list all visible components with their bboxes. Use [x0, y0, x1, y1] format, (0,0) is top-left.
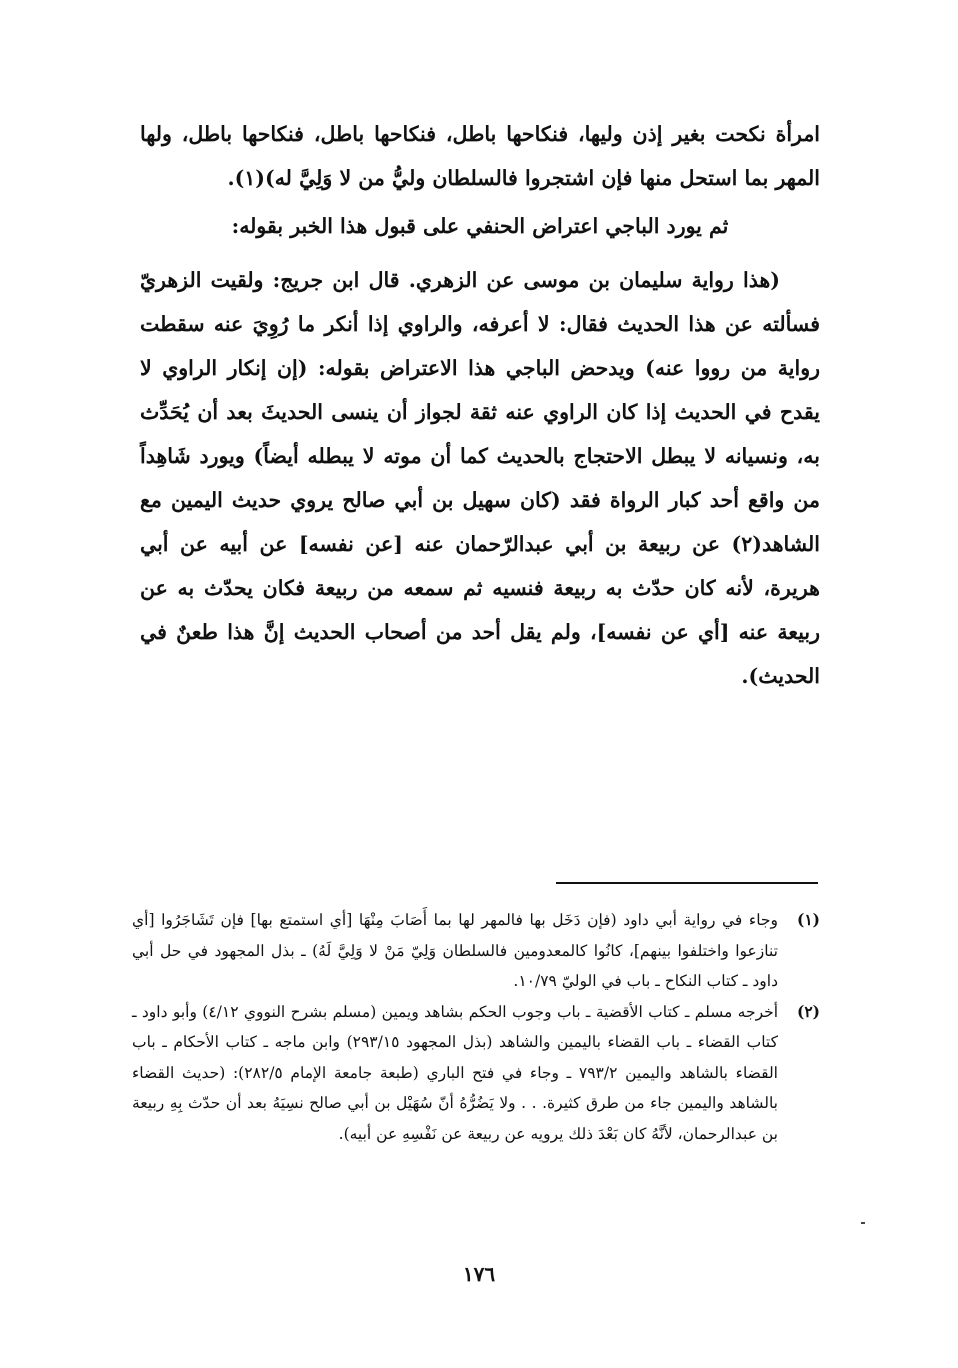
footnote-1: [132, 905, 820, 997]
footnote-separator: [556, 882, 818, 884]
main-text: [140, 112, 820, 698]
paragraph-2: ثم يورد الباجي اعتراض الحنفي على قبول هذا الخبر بقوله:: [231, 214, 729, 238]
paragraph-3: (هذا رواية سليمان بن موسى عن الزهري. قال ابن جريج: ولقيت الزهريّ فسألته عن هذا الحديث فقال: لا أعرفه، والراوي إذا أنكر ما رُوِيَ عنه سقطت رواية من رووا عنه) ويدحض الباجي هذا الاعتراض بقوله: (إن إنكار الراوي لا يقدح في الحديث إذا كان الراوي عنه ثقة لجواز أن ينسى الحديثَ بعد أن يُحَدِّث به، ونسيانه لا يبطل الاحتجاج بالحديث كما أن موته لا يبطله أيضاً) ويورد شَاهِداً من واقع أحد كبار الرواة فقد (كان سهيل بن أبي صالح يروي حديث اليمين مع الشاهد(٢) عن ربيعة بن أبي عبدالرّحمان عنه [عن نفسه] عن أبيه عن أبي هريرة، لأنه كان حدّث به ربيعة فنسيه ثم سمعه من ربيعة فكان يحدّث به عن ربيعة عنه [أي عن نفسه]، ولم يقل أحد من أصحاب الحديث إنَّ هذا طعنٌ في الحديث).: [140, 268, 820, 688]
footnote-2-text: أخرجه مسلم ـ كتاب الأقضية ـ باب وجوب الحكم بشاهد ويمين (مسلم بشرح النووي ٤/١٢) وأبو داود ـ كتاب القضاء ـ باب القضاء باليمين والشاهد (بذل المجهود ٢٩٣/١٥) وابن ماجه ـ كتاب الأحكام ـ باب القضاء بالشاهد واليمين ٧٩٣/٢ ـ وجاء في فتح الباري (طبعة جامعة الإمام ٢٨٢/٥): (حديث القضاء بالشاهد واليمين جاء من طرق كثيرة. . . ولا يَضُرُّهُ أنّ سُهَيْل بن أبي صالح نسِيَهُ بعد أن حدّث بِهِ ربيعة بن عبدالرحمان، لأنَّهُ كان بَعْدَ ذلك يرويه عن ربيعة عن نَفْسِهِ عن أبيه).: [132, 1002, 779, 1143]
scan-speck: [861, 1222, 865, 1224]
footnote-2-number: (٢): [796, 1001, 820, 1021]
page-number: ١٧٦: [462, 1262, 496, 1286]
footnotes: [132, 905, 820, 1149]
paragraph-1: امرأة نكحت بغير إذن وليها، فنكاحها باطل، فنكاحها باطل، فنكاحها باطل، ولها المهر بما استحل منها فإن اشتجروا فالسلطان وليُّ من لا وَلِيَّ له)(١).: [140, 122, 820, 190]
footnote-2: [132, 997, 820, 1150]
footnote-1-number: (١): [796, 910, 820, 929]
footnote-1-text: وجاء في رواية أبي داود (فإن دَخَل بها فالمهر لها بما أَصَابَ مِنْهَا [أي استمتع بها] فإن تَشَاجَرُوا [أي تنازعوا واختلفوا بينهم]، كانُوا كالمعدومين فالسلطان وَلِيّ مَنْ لا وَلِيَّ لَهُ) ـ بذل المجهود في حل أبي داود ـ كتاب النكاح ـ باب في الوليّ ١٠/٧٩.: [132, 911, 778, 990]
